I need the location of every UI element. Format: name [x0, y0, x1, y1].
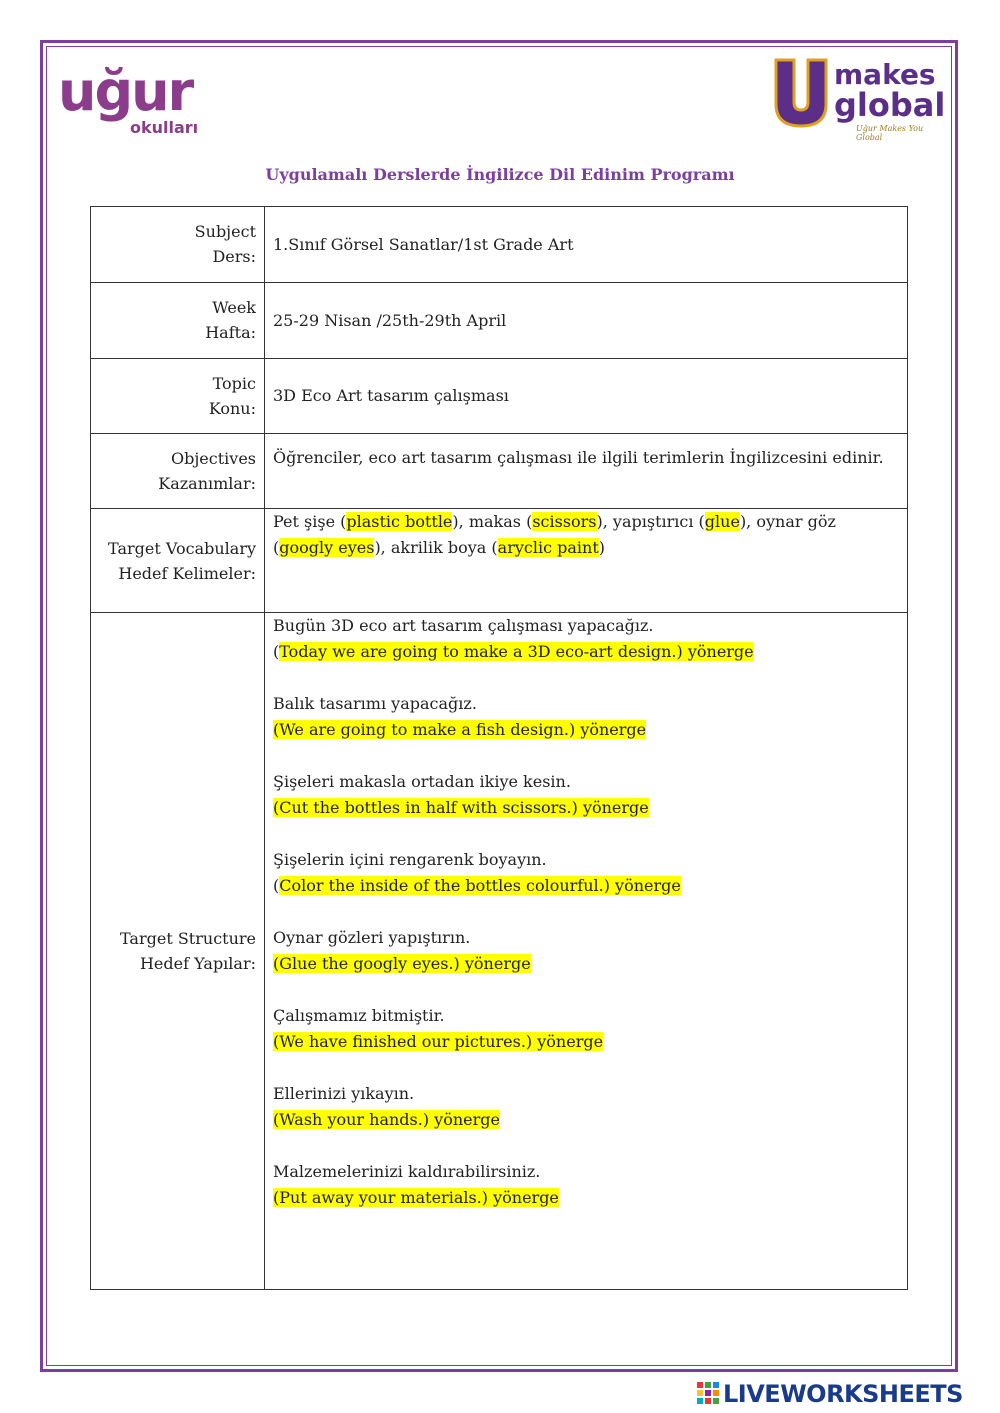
- structure-highlight: (Wash your hands.) yönerge: [273, 1110, 500, 1129]
- structure-item: [273, 1159, 907, 1211]
- structure-en: [273, 1107, 907, 1133]
- table-row-structure: [91, 613, 908, 1290]
- label-en: Week: [212, 298, 256, 317]
- vocab-text: ), makas (: [452, 512, 533, 531]
- table-row-objectives: [91, 434, 908, 509]
- table-row-week: [91, 283, 908, 359]
- label-cell: [91, 283, 265, 359]
- structure-tr: Oynar gözleri yapıştırın.: [273, 928, 471, 947]
- structure-item: [273, 1081, 907, 1133]
- u-letter-icon: [770, 58, 832, 128]
- vocabulary-line-2: [273, 535, 907, 561]
- structure-highlight: (Cut the bottles in half with scissors.) yönerge: [273, 798, 649, 817]
- logo-word: uğur: [58, 60, 193, 123]
- label-tr: Kazanımlar:: [158, 474, 256, 493]
- vocabulary-line-1: [273, 509, 907, 535]
- structure-highlight: (Put away your materials.) yönerge: [273, 1188, 559, 1207]
- structure-highlight: (We are going to make a fish design.) yönerge: [273, 720, 647, 739]
- logo-makes-text: makes: [834, 58, 936, 91]
- structure-prefix: (: [273, 642, 280, 661]
- document-title: Uygulamalı Derslerde İngilizce Dil Edinim Programı: [265, 165, 735, 184]
- structure-highlight: (Glue the googly eyes.) yönerge: [273, 954, 531, 973]
- table-row-vocabulary: [91, 509, 908, 613]
- structure-en: [273, 795, 907, 821]
- structure-tr: Ellerinizi yıkayın.: [273, 1084, 415, 1103]
- topic-value: 3D Eco Art tasarım çalışması: [265, 359, 908, 434]
- structure-tr: Şişelerin içini rengarenk boyayın.: [273, 850, 547, 869]
- label-en: Topic: [212, 374, 256, 393]
- u-makes-global-logo: [770, 58, 946, 142]
- structure-tr: Bugün 3D eco art tasarım çalışması yapacağız.: [273, 616, 654, 635]
- structure-item: [273, 847, 907, 899]
- structure-highlight: Today we are going to make a 3D eco-art design.) yönerge: [279, 642, 754, 661]
- structure-en: [273, 717, 907, 743]
- vocab-highlight: glue: [704, 512, 740, 531]
- structure-en: [273, 873, 907, 899]
- vocabulary-value: [265, 509, 908, 613]
- logo-global-text: global: [834, 86, 946, 124]
- vocab-text: ), yapıştırıcı (: [596, 512, 705, 531]
- liveworksheets-watermark: [697, 1380, 993, 1408]
- structure-en: [273, 1029, 907, 1055]
- structure-item: [273, 925, 907, 977]
- label-tr: Konu:: [208, 399, 256, 418]
- vocab-text: Pet şişe (: [273, 512, 347, 531]
- liveworksheets-text: LIVEWORKSHEETS: [723, 1380, 963, 1408]
- structure-en: [273, 639, 907, 665]
- week-value: 25-29 Nisan /25th-29th April: [265, 283, 908, 359]
- structure-tr: Şişeleri makasla ortadan ikiye kesin.: [273, 772, 571, 791]
- vocab-text: ), akrilik boya (: [374, 538, 498, 557]
- objectives-value: Öğrenciler, eco art tasarım çalışması ile ilgili terimlerin İngilizcesini edinir.: [265, 434, 908, 509]
- vocab-text: ): [598, 538, 606, 557]
- structure-tr: Malzemelerinizi kaldırabilirsiniz.: [273, 1162, 541, 1181]
- label-en: Target Structure: [120, 929, 256, 948]
- label-cell: [91, 359, 265, 434]
- label-cell: [91, 509, 265, 613]
- structure-highlight: (We have finished our pictures.) yönerge: [273, 1032, 604, 1051]
- structure-item: [273, 691, 907, 743]
- structure-tr: Balık tasarımı yapacağız.: [273, 694, 477, 713]
- vocab-text: (: [273, 538, 280, 557]
- vocab-text: ), oynar göz: [739, 512, 836, 531]
- label-cell: [91, 207, 265, 283]
- label-tr: Hafta:: [205, 323, 256, 342]
- structure-highlight: Color the inside of the bottles colourful.) yönerge: [279, 876, 681, 895]
- structure-en: [273, 951, 907, 977]
- vocab-highlight: scissors: [532, 512, 597, 531]
- structure-tr: Çalışmamız bitmiştir.: [273, 1006, 445, 1025]
- vocab-highlight: googly eyes: [279, 538, 375, 557]
- liveworksheets-logo-icon: [697, 1382, 719, 1404]
- logo-tagline: Uğur Makes You Global: [856, 124, 924, 142]
- lesson-info-table: [90, 206, 908, 1290]
- structure-prefix: (: [273, 876, 280, 895]
- structure-item: [273, 1003, 907, 1055]
- label-cell: [91, 613, 265, 1290]
- vocab-highlight: aryclic paint: [497, 538, 599, 557]
- label-tr: Hedef Yapılar:: [139, 954, 256, 973]
- label-en: Subject: [194, 222, 256, 241]
- table-row-topic: [91, 359, 908, 434]
- table-row-subject: [91, 207, 908, 283]
- subject-value: 1.Sınıf Görsel Sanatlar/1st Grade Art: [265, 207, 908, 283]
- label-cell: [91, 434, 265, 509]
- structure-item: [273, 769, 907, 821]
- label-en: Objectives: [170, 449, 256, 468]
- label-tr: Ders:: [212, 247, 256, 266]
- structure-en: [273, 1185, 907, 1211]
- ugur-okullari-logo: [58, 60, 208, 140]
- vocab-highlight: plastic bottle: [346, 512, 453, 531]
- logo-subword: okulları: [130, 118, 199, 137]
- label-tr: Hedef Kelimeler:: [118, 563, 256, 583]
- label-en: Target Vocabulary: [108, 538, 256, 558]
- structure-value: [265, 613, 908, 1290]
- structure-item: [273, 613, 907, 665]
